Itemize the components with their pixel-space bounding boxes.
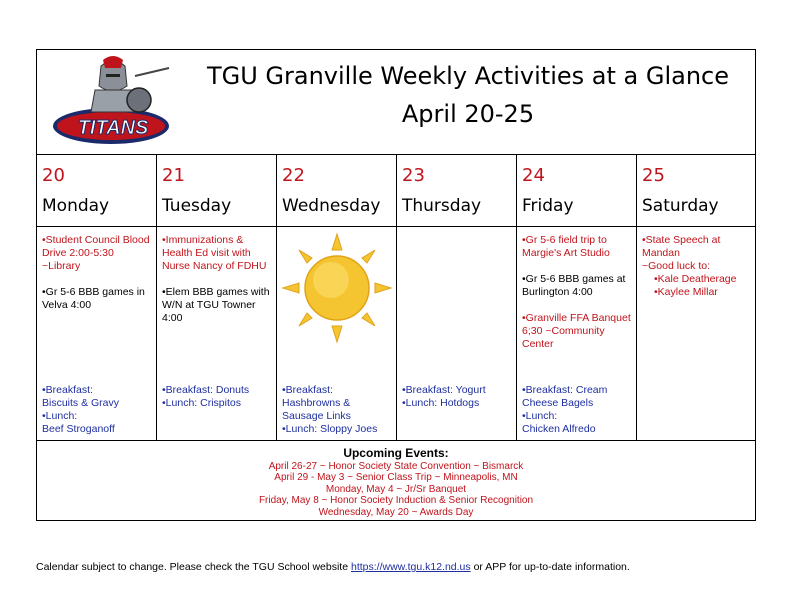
upcoming-item: April 29 - May 3 ~ Senior Class Trip ~ Minneapolis, MN: [274, 472, 518, 483]
event-item: •State Speech at Mandan: [642, 234, 721, 259]
day-header: [397, 154, 516, 227]
calendar-header: [37, 50, 755, 155]
events-list: [162, 234, 273, 338]
titans-logo: [51, 56, 175, 148]
day-name: Saturday: [642, 196, 719, 216]
event-item: •Elem BBB games with W/N at TGU Towner 4:00: [162, 286, 270, 324]
meal-line: •Breakfast: Cream: [522, 384, 608, 396]
meal-line: Chicken Alfredo: [522, 423, 596, 435]
day-header: [37, 154, 156, 227]
footer-text: Calendar subject to change. Please check the TGU School website: [36, 561, 351, 573]
meals-list: [522, 384, 633, 436]
event-item: •Student Council Blood Drive 2:00-5:30 ~Library: [42, 234, 150, 272]
meals-list: [402, 384, 513, 410]
events-list: [42, 234, 153, 325]
meal-line: Sausage Links: [282, 410, 351, 422]
date-number: 23: [402, 165, 425, 186]
meal-line: •Breakfast: Donuts: [162, 384, 250, 396]
day-column-saturday: [637, 154, 755, 440]
meal-line: Biscuits & Gravy: [42, 397, 120, 409]
date-number: 24: [522, 165, 545, 186]
meal-line: •Lunch: Sloppy Joes: [282, 423, 378, 435]
svg-text:TITANS: TITANS: [77, 117, 149, 139]
meal-line: Beef Stroganoff: [42, 423, 115, 435]
event-item: •Kaylee Millar: [654, 286, 718, 298]
calendar-frame: [36, 49, 756, 521]
event-item: •Kale Deatherage: [654, 273, 737, 285]
meals-list: [282, 384, 393, 436]
meal-line: •Breakfast:: [42, 384, 93, 396]
day-column-friday: [517, 154, 637, 440]
events-list: [642, 234, 752, 299]
day-name: Wednesday: [282, 196, 381, 216]
day-column-wednesday: [277, 154, 397, 440]
day-name: Tuesday: [162, 196, 232, 216]
date-range-title: April 20-25: [401, 100, 535, 128]
upcoming-events: [37, 440, 755, 520]
upcoming-title: Upcoming Events:: [343, 446, 449, 460]
events-list: [522, 234, 633, 364]
event-item: ~Good luck to:: [642, 260, 710, 272]
meal-line: •Lunch:: [42, 410, 78, 422]
day-column-monday: [37, 154, 157, 440]
day-header: [277, 154, 396, 227]
footer-text: or APP for up-to-date information.: [470, 561, 630, 573]
date-number: 22: [282, 165, 305, 186]
meals-list: [162, 384, 273, 410]
meals-list: [42, 384, 153, 436]
day-name: Friday: [522, 196, 574, 216]
day-column-tuesday: [157, 154, 277, 440]
meal-line: •Lunch: Crispitos: [162, 397, 241, 409]
school-website-link[interactable]: https://www.tgu.k12.nd.us: [351, 561, 471, 573]
date-number: 25: [642, 165, 665, 186]
day-header: [637, 154, 755, 227]
sun-icon: [281, 232, 393, 344]
date-number: 20: [42, 165, 65, 186]
event-item: •Gr 5-6 BBB games at Burlington 4:00: [522, 273, 626, 298]
event-item: •Immunizations & Health Ed visit with Nurse Nancy of FDHU: [162, 234, 267, 272]
day-column-thursday: [397, 154, 517, 440]
meal-line: •Lunch: Hotdogs: [402, 397, 480, 409]
day-header: [517, 154, 636, 227]
day-name: Monday: [42, 196, 110, 216]
event-item: •Gr 5-6 field trip to Margie's Art Studio: [522, 234, 610, 259]
upcoming-item: April 26-27 ~ Honor Society State Convention ~ Bismarck: [268, 460, 524, 472]
meal-line: Hashbrowns &: [282, 397, 351, 409]
day-name: Thursday: [402, 196, 482, 216]
upcoming-item: Wednesday, May 20 ~ Awards Day: [318, 506, 474, 518]
footer-note: [36, 561, 776, 573]
meal-line: Cheese Bagels: [522, 397, 594, 409]
upcoming-item: Friday, May 8 ~ Honor Society Induction & Senior Recognition: [258, 495, 534, 506]
page-title: TGU Granville Weekly Activities at a Glance: [206, 62, 730, 90]
day-header: [157, 154, 276, 227]
upcoming-item: Monday, May 4 ~ Jr/Sr Banquet: [325, 483, 467, 495]
event-item: •Gr 5-6 BBB games in Velva 4:00: [42, 286, 145, 311]
meal-line: •Breakfast:: [282, 384, 333, 396]
event-item: •Granville FFA Banquet 6;30 ~Community Center: [522, 312, 631, 350]
meal-line: •Breakfast: Yogurt: [402, 384, 486, 396]
week-grid: [37, 154, 755, 441]
date-number: 21: [162, 165, 185, 186]
meal-line: •Lunch:: [522, 410, 558, 422]
